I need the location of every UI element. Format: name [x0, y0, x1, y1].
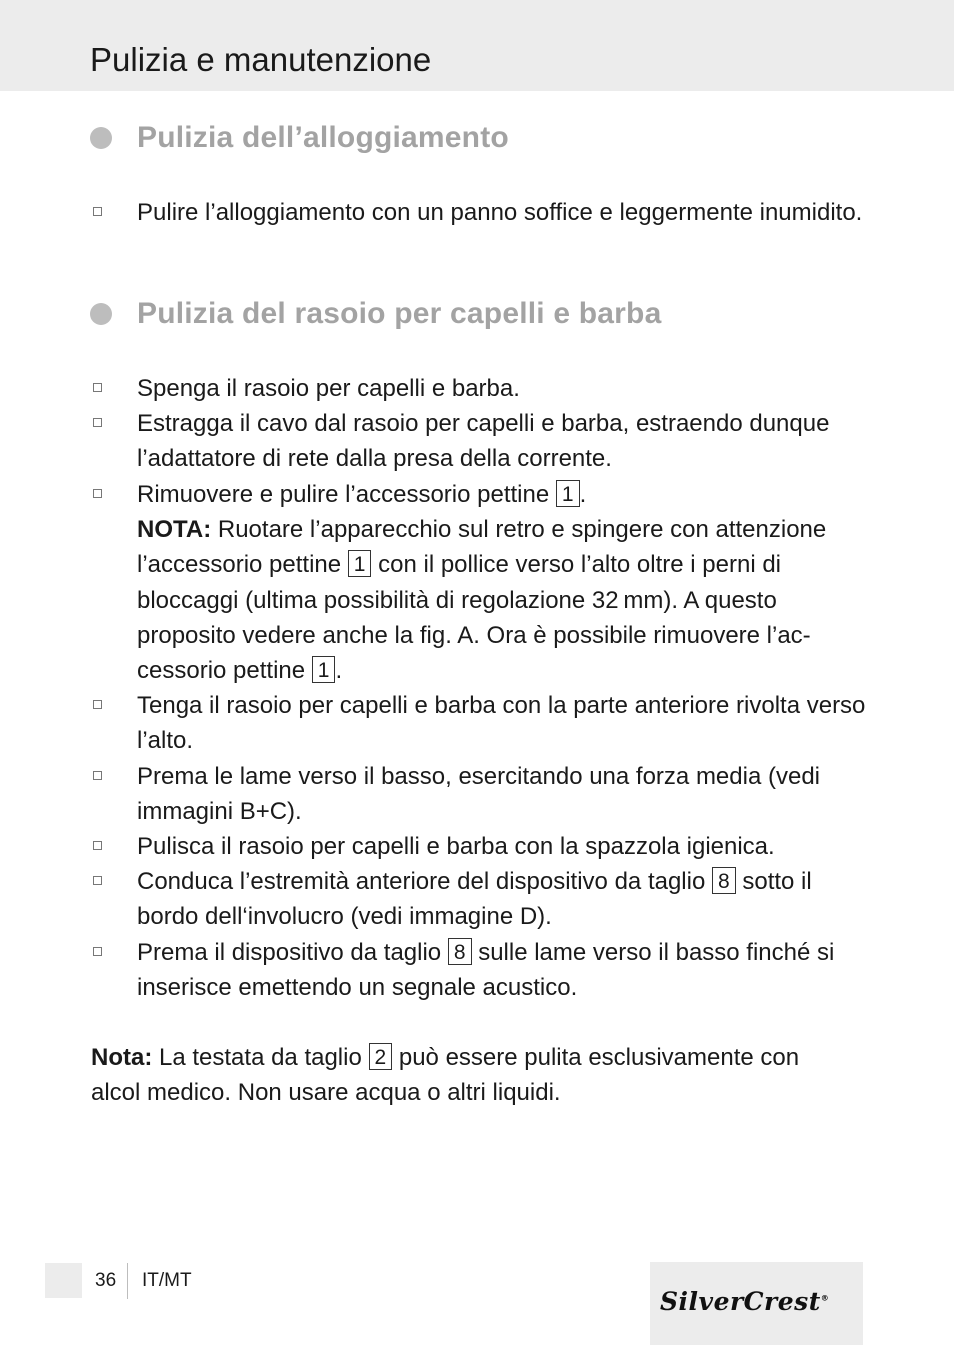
list-item: Spenga il rasoio per capelli e barba.	[137, 371, 867, 406]
list-item: Conduca l’estremità anteriore del dispositivo da taglio 8 sotto il bordo dell‘involucro (vedi immagine D).	[137, 864, 867, 934]
list-item: Tenga il rasoio per capelli e barba con la parte anteriore rivolta verso l’alto.	[137, 688, 867, 758]
language-code: IT/MT	[142, 1270, 192, 1291]
section-title: Pulizia dell’alloggiamento	[137, 121, 509, 154]
bullet-dot-icon	[90, 303, 112, 325]
footer-divider	[127, 1263, 128, 1299]
bullet-dot-icon	[90, 127, 112, 149]
list-item: Rimuovere e pulire l’accessorio pettine 1 . NOTA: Ruotare l’apparecchio sul retro e spingere con attenzione l’accessorio pettine 1 con il pollice verso l’alto oltre i perni di bloccaggi (ultima possibilità di regolazione 32 mm). A questo proposito vedere anche la fig. A. Ora è possibile rimuovere l’ac- cessorio pettine 1 .	[137, 477, 867, 688]
reference-number-box: 2	[369, 1043, 393, 1070]
brand-logo: SilverCrest®	[660, 1287, 830, 1316]
checkbox-bullet-icon	[93, 207, 102, 216]
section-heading-housing	[90, 116, 509, 160]
checkbox-bullet-icon	[93, 418, 102, 427]
section-title: Pulizia del rasoio per capelli e barba	[137, 297, 662, 330]
note-label: NOTA:	[137, 516, 212, 544]
reference-number-box: 8	[448, 938, 472, 965]
list-item: Prema il dispositivo da taglio 8 sulle lame verso il basso finché si inserisce emettendo un segnale acustico.	[137, 935, 867, 1005]
reference-number-box: 8	[712, 867, 736, 894]
list-item: Prema le lame verso il basso, esercitando una forza media (vedi immagini B+C).	[137, 759, 867, 829]
checkbox-bullet-icon	[93, 876, 102, 885]
note-label: Nota:	[91, 1044, 153, 1071]
checkbox-bullet-icon	[93, 841, 102, 850]
checkbox-bullet-icon	[93, 489, 102, 498]
list-item: Pulire l’alloggiamento con un panno soffice e leggermente inumidito.	[137, 195, 867, 230]
note-paragraph: Nota: La testata da taglio 2 può essere pulita esclusivamente con alcol medico. Non usare acqua o altri liquidi.	[91, 1044, 800, 1107]
footer-marker	[45, 1263, 82, 1298]
checkbox-bullet-icon	[93, 383, 102, 392]
list-item: Pulisca il rasoio per capelli e barba con la spazzola igienica.	[137, 829, 867, 864]
section-heading-shaver	[90, 292, 661, 336]
checkbox-bullet-icon	[93, 700, 102, 709]
checkbox-bullet-icon	[93, 947, 102, 956]
page-title: Pulizia e manutenzione	[90, 41, 432, 78]
reference-number-box: 1	[312, 656, 336, 683]
reference-number-box: 1	[348, 550, 372, 577]
list-item: Estragga il cavo dal rasoio per capelli e barba, estraendo dunque l’adattatore di rete dalla presa della corrente.	[137, 406, 867, 476]
checkbox-bullet-icon	[93, 771, 102, 780]
reference-number-box: 1	[556, 480, 580, 507]
page-number: 36	[95, 1270, 117, 1291]
